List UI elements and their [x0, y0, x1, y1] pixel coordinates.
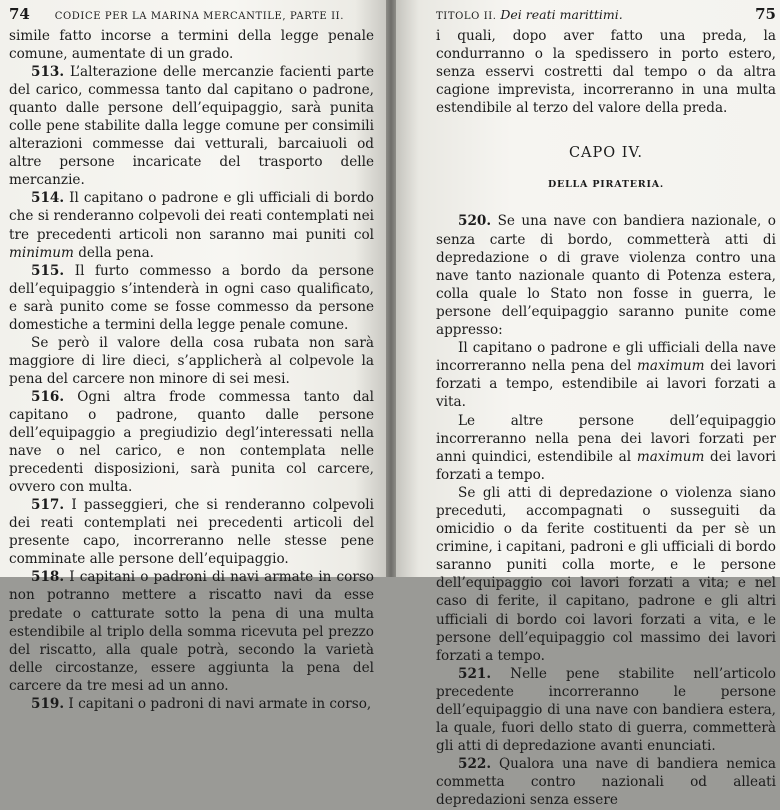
- chapter-heading: CAPO IV.: [568, 145, 644, 162]
- article-number: 521.: [458, 665, 492, 682]
- left-page-body: [9, 27, 374, 713]
- paragraph: Se però il valore della cosa rubata non sarà maggiore di lire dieci, s’applicherà al colpevole la pena del carcere non minore di sei mesi.: [9, 334, 374, 387]
- article-520: 520. Se una nave con bandiera nazionale, o senza carte di bordo, commetterà atti di depredazione o di grave violenza contro una nave tanto nazionale quanto di Potenza estera, colla quale lo Stato non fosse in guerra, le persone dell’equipaggio saranno punite come appresso:: [436, 213, 776, 339]
- article-number: 522.: [458, 756, 492, 773]
- article-513: 513. L’alterazione delle mercanzie facienti parte del carico, commessa tanto dal capitano o padrone, quanto dalle persone dell’equipaggio, sarà punita colle pene stabilite dalla legge comune per consimili alterazioni commesse dai vetturali, barcaiuoli od altre persone incaricate del trasporto delle mercanzie.: [9, 64, 374, 189]
- article-517: 517. I passeggieri, che si renderanno colpevoli dei reati contemplati nei precedenti articoli del presente capo, incorreranno nelle stesse pene comminate alle persone dell’equipaggio.: [9, 497, 374, 568]
- left-page-number: 74: [9, 5, 30, 23]
- paragraph: i quali, dopo aver fatto una preda, la condurranno o la spedissero in porto estero, senza esservi costretti dal tempo o da altra cagione imprevista, incorreranno in una multa estendibile al terzo del valore della preda.: [436, 28, 776, 117]
- left-page: [0, 0, 386, 712]
- article-515: 515. Il furto commesso a bordo da persone dell’equipaggio s’intenderà in ogni caso qualificato, e sarà punito come se fosse commesso da persone domestiche a termini della legge penale comune.: [9, 262, 374, 333]
- article-519: 519. I capitani o padroni di navi armate in corso,: [31, 695, 372, 712]
- right-page: [396, 0, 780, 809]
- left-running-head-title: CODICE PER LA MARINA MERCANTILE, PARTE II.: [54, 11, 344, 22]
- article-number: 514.: [31, 190, 65, 207]
- paragraph: Il capitano o padrone e gli ufficiali della nave incorreranno nella pena del maximum dei lavori forzati a tempo, estendibile ai lavori forzati a vita.: [436, 340, 776, 411]
- right-running-head-title: TITOLO II. Dei reati marittimi.: [436, 7, 623, 22]
- article-number: 520.: [458, 213, 492, 230]
- article-number: 518.: [31, 569, 65, 586]
- article-516: 516. Ogni altra frode commessa tanto dal capitano o padrone, quanto dalle persone dell’equipaggio a pregiudizio degl’interessati nella nave o nel carico, e non contemplata nelle precedenti disposizioni, sarà punita col carcere, ovvero con multa.: [9, 388, 374, 496]
- section-heading: DELLA PIRATERIA.: [548, 179, 664, 191]
- right-page-number: 75: [755, 5, 776, 23]
- paragraph: simile fatto incorse a termini della legge penale comune, aumentate di un grado.: [9, 28, 374, 63]
- article-number: 513.: [31, 64, 65, 81]
- article-number: 515.: [31, 262, 65, 279]
- article-number: 517.: [31, 497, 65, 514]
- article-514: 514. Il capitano o padrone e gli ufficiali di bordo che si renderanno colpevoli dei reati contemplati nei tre precedenti articoli non saranno mai puniti col minimum della pena.: [9, 190, 374, 261]
- paragraph: Le altre persone dell’equipaggio incorreranno nella pena dei lavori forzati per anni quindici, estendibile al maximum dei lavori forzati a tempo.: [436, 412, 776, 483]
- right-running-head: [436, 5, 776, 25]
- article-number: 516.: [31, 388, 65, 405]
- article-number: 519.: [31, 695, 65, 712]
- left-running-head: [9, 5, 374, 25]
- article-522: 522. Qualora una nave di bandiera nemica commetta contro nazionali od alleati depredazioni senza essere: [436, 756, 776, 809]
- paragraph: Se gli atti di depredazione o violenza siano preceduti, accompagnati o susseguiti da omicidio o da ferite costituenti da per sè un crimine, i capitani, padroni e gli ufficiali di bordo saranno puniti colla morte, e le persone dell’equipaggio coi lavori forzati a vita; e nel caso di ferite, il capitano, padrone e gli altri ufficiali di bordo coi lavori forzati a vita, e le persone dell’equipaggio col massimo dei lavori forzati a tempo.: [436, 484, 776, 664]
- article-521: 521. Nelle pene stabilite nell’articolo precedente incorreranno le persone dell’equipaggio di una nave con bandiera estera, la quale, fuori dello stato di guerra, commetterà gli atti di depredazione avanti enunciati.: [436, 665, 776, 755]
- book-gutter: [386, 0, 396, 577]
- article-518: 518. I capitani o padroni di navi armate in corso non potranno mettere a riscatto navi da esse predate o catturate sotto la pena di una multa estendibile al triplo della somma ricevuta pel prezzo del riscatto, alla quale potrà, secondo la varietà delle circostanze, essere aggiunta la pena del carcere da tre mesi ad un anno.: [9, 569, 374, 694]
